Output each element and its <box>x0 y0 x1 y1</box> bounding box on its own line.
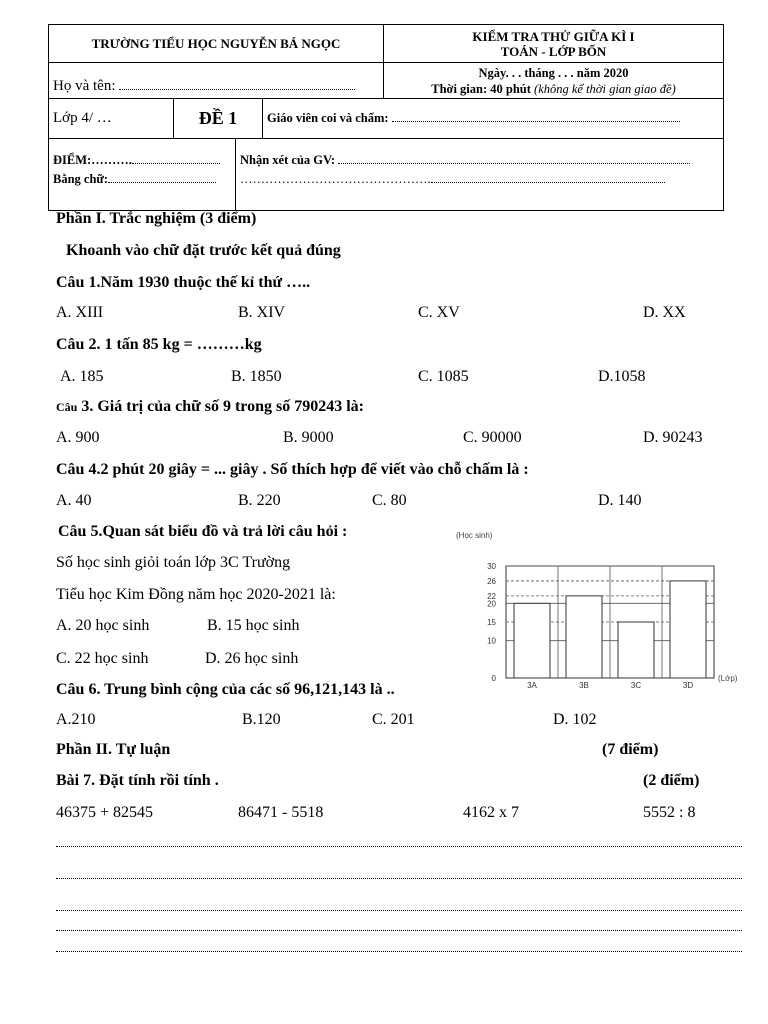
q3-option-c[interactable]: C. 90000 <box>463 429 522 446</box>
chart-x-tick-label: 3C <box>630 681 642 690</box>
q6-option-b[interactable]: B.120 <box>242 711 281 728</box>
question-1: Câu 1.Năm 1930 thuộc thế kỉ thứ ….. <box>56 274 311 291</box>
calc-2: 86471 - 5518 <box>238 804 324 821</box>
q3-option-a[interactable]: A. 900 <box>56 429 100 446</box>
q5-option-a[interactable]: A. 20 học sinh <box>56 617 150 634</box>
answer-line[interactable] <box>56 846 742 847</box>
part2-title: Phần II. Tự luận <box>56 741 171 758</box>
exam-title-line2: TOÁN - LỚP BỐN <box>500 43 607 59</box>
answer-line[interactable] <box>56 878 742 879</box>
exam-header-table <box>48 24 724 99</box>
q4-option-c[interactable]: C. 80 <box>372 492 407 509</box>
exam-code: ĐỀ 1 <box>174 99 263 139</box>
q6-option-d[interactable]: D. 102 <box>553 711 597 728</box>
score-words-dots <box>108 172 216 183</box>
score-words-label: Bằng chữ: <box>53 172 109 186</box>
chart-bar <box>670 581 706 678</box>
answer-line[interactable] <box>56 951 742 952</box>
chart-y-axis-label: (Học sinh) <box>456 531 493 540</box>
q6-option-a[interactable]: A.210 <box>56 711 96 728</box>
exam-title <box>384 25 724 63</box>
q1-option-a[interactable]: A. XIII <box>56 304 104 321</box>
comment-label: Nhận xét của GV: <box>240 153 336 167</box>
question-3-text: 3. Giá trị của chữ số 9 trong số 790243 là: <box>81 398 364 415</box>
comment-cell[interactable] <box>236 139 724 211</box>
q5-option-c[interactable]: C. 22 học sinh <box>56 650 149 667</box>
q2-option-c[interactable]: C. 1085 <box>418 368 469 385</box>
question-6: Câu 6. Trung bình cộng của các số 96,121,143 là .. <box>56 681 395 698</box>
chart-y-tick-label: 15 <box>487 618 496 627</box>
q5-option-b[interactable]: B. 15 học sinh <box>207 617 300 634</box>
q1-option-c[interactable]: C. XV <box>418 304 460 321</box>
question-3 <box>56 398 364 416</box>
bar-chart <box>448 528 748 698</box>
chart-bar <box>566 596 602 678</box>
score-dots <box>132 153 220 164</box>
exam-title-line1: KIỂM TRA THỬ GIỮA KÌ I <box>472 28 635 44</box>
answer-line[interactable] <box>56 910 742 911</box>
name-label: Họ và tên: <box>53 78 116 94</box>
chart-y-tick-label: 22 <box>487 591 496 601</box>
name-dots <box>119 79 355 90</box>
q2-option-d[interactable]: D.1058 <box>598 368 646 385</box>
question-7-points: (2 điểm) <box>643 772 700 789</box>
q1-option-d[interactable]: D. XX <box>643 304 686 321</box>
chart-y-tick-label: 26 <box>487 576 496 586</box>
chart-x-tick-label: 3B <box>579 681 589 690</box>
date-time-cell <box>384 63 724 99</box>
comment-dots-2: ………………………………………. <box>240 172 431 186</box>
teacher-dots <box>392 111 680 122</box>
q4-option-b[interactable]: B. 220 <box>238 492 281 509</box>
part1-title: Phần I. Trắc nghiệm (3 điểm) <box>56 210 257 227</box>
calc-4: 5552 : 8 <box>643 804 696 821</box>
time-label: Thời gian: 40 phút <box>431 81 531 96</box>
school-name: TRƯỜNG TIỂU HỌC NGUYỄN BÁ NGỌC <box>49 25 384 63</box>
q5-option-d[interactable]: D. 26 học sinh <box>205 650 299 667</box>
q3-option-b[interactable]: B. 9000 <box>283 429 334 446</box>
calc-1: 46375 + 82545 <box>56 804 154 821</box>
q2-option-b[interactable]: B. 1850 <box>231 368 282 385</box>
time-note: (không kể thời gian giao đề) <box>534 81 676 96</box>
chart-bar <box>618 622 654 678</box>
q3-option-d[interactable]: D. 90243 <box>643 429 703 446</box>
score-table <box>48 138 724 211</box>
chart-y-tick-label: 0 <box>491 674 496 683</box>
q1-option-b[interactable]: B. XIV <box>238 304 286 321</box>
calc-3: 4162 x 7 <box>463 804 519 821</box>
question-3-prefix: Câu <box>56 400 78 414</box>
score-label: ĐIỂM:………. <box>53 153 132 167</box>
chart-bar <box>514 603 550 678</box>
q5-desc-1: Số học sinh giỏi toán lớp 3C Trường <box>56 554 291 571</box>
chart-y-tick-label: 30 <box>487 562 496 571</box>
chart-x-tick-label: 3D <box>682 681 694 690</box>
chart-x-tick-label: 3A <box>527 681 537 690</box>
class-row-table <box>48 98 724 139</box>
q6-option-c[interactable]: C. 201 <box>372 711 415 728</box>
comment-dots-1 <box>338 153 690 164</box>
class-label[interactable]: Lớp 4/ … <box>49 99 174 139</box>
question-5: Câu 5.Quan sát biểu đồ và trả lời câu hỏi : <box>58 523 348 540</box>
answer-line[interactable] <box>56 930 742 931</box>
q4-option-a[interactable]: A. 40 <box>56 492 92 509</box>
teacher-field[interactable] <box>263 99 724 139</box>
score-cell[interactable] <box>49 139 236 211</box>
q5-desc-2: Tiểu học Kim Đồng năm học 2020-2021 là: <box>56 586 336 603</box>
q2-option-a[interactable]: A. 185 <box>60 368 104 385</box>
q4-option-d[interactable]: D. 140 <box>598 492 642 509</box>
chart-x-axis-label: (Lớp) <box>718 674 738 683</box>
teacher-label: Giáo viên coi và chấm: <box>267 111 389 125</box>
part1-instruction: Khoanh vào chữ đặt trước kết quả đúng <box>66 242 341 259</box>
chart-y-tick-label: 20 <box>487 599 496 609</box>
comment-dots-3 <box>431 172 665 183</box>
question-4: Câu 4.2 phút 20 giây = ... giây . Số thích hợp để viết vào chỗ chấm là : <box>56 461 529 478</box>
date-line: Ngày. . . tháng . . . năm 2020 <box>478 65 629 80</box>
question-2: Câu 2. 1 tấn 85 kg = ………kg <box>56 336 262 353</box>
name-field[interactable] <box>49 63 384 99</box>
question-7: Bài 7. Đặt tính rồi tính . <box>56 772 219 789</box>
part2-points: (7 điểm) <box>602 741 659 758</box>
chart-y-tick-label: 10 <box>487 636 496 646</box>
